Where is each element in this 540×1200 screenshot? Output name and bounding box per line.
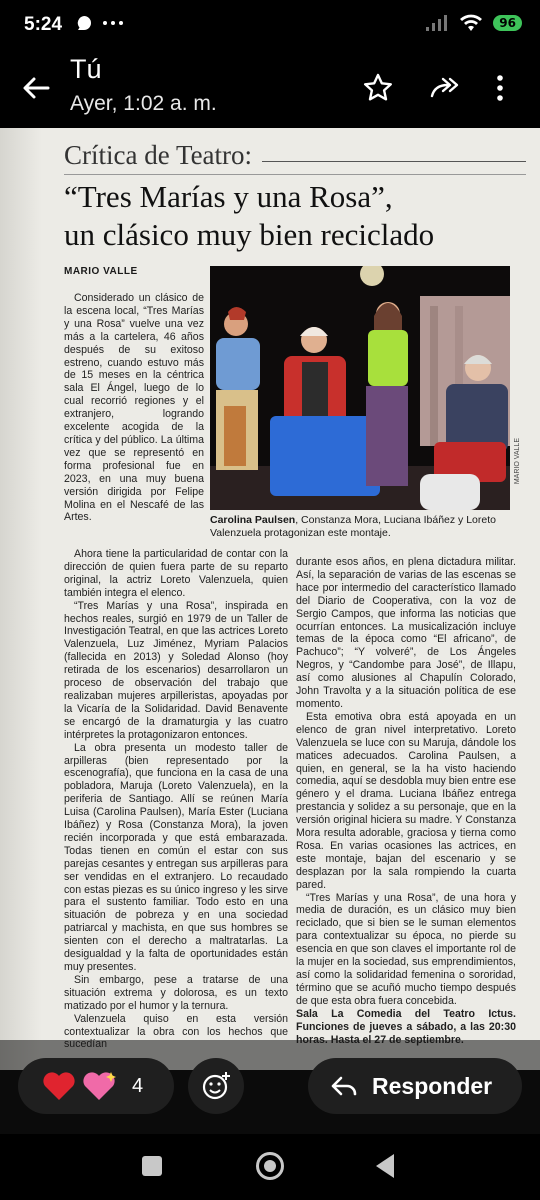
system-nav-bar — [0, 1134, 540, 1200]
system-back-icon[interactable] — [376, 1154, 394, 1178]
reply-arrow-icon — [330, 1074, 358, 1098]
paragraph: “Tres Marías y una Rosa”, de una hora y media de duración, es un clásico muy bien reciclado, que si bien se le suman elementos para contextualizar su época, no pierde su esencia en que son claves el importante rol de la mujer en la sociedad, sus emprendimientos, así como la solidaridad femenina o sororidad, término que se acuñó mucho tiempo después de que esta obra fuera concebida. — [296, 891, 516, 1007]
wifi-icon — [459, 14, 483, 32]
reactions-pill[interactable] — [18, 1058, 174, 1114]
headline-line-2: un clásico muy bien reciclado — [64, 217, 435, 252]
message-header — [0, 52, 540, 128]
add-emoji-icon — [201, 1071, 231, 1101]
status-time: 5:24 — [24, 14, 63, 35]
paragraph: durante esos años, en plena dictadura militar. Así, la separación de varias de las escenas se hace por intermedio del característico llamado del Diario de Cooperativa, con la voz de Sergio Campos, que informa las noticias que ocurrían entonces. La musicalización incluye temas de la época como “El africano”, de Pachuco”; “Y volveré”, de Los Ángeles Negros, y “Candombe para José”, de Illapu, así como alusiones al Chapulín Colorado, John Travolta y a la situación política de ese momento. — [296, 556, 516, 710]
chat-notification-icon — [76, 15, 92, 31]
photo-credit: MARIO VALLE — [514, 438, 521, 485]
article-column-1-top — [64, 292, 204, 524]
sender-name: Tú — [70, 54, 102, 84]
reply-button[interactable] — [308, 1058, 522, 1114]
more-options-icon[interactable] — [492, 72, 508, 104]
article-column-2 — [296, 556, 516, 1046]
article-byline: MARIO VALLE — [64, 266, 138, 277]
more-notifications-icon — [102, 20, 124, 26]
paragraph: “Tres Marías y una Rosa”, inspirada en hechos reales, surgió en 1979 de un Taller de Investigación Teatral, en que las actrices Loreto Valenzuela, Luz Jiménez, Myriam Palacios (fallecida en 2013) y Soledad Alonso (hoy retirada de los escenarios) desarrollaron un proceso de observación del trabajo que realizaban mujeres arpilleristas, apoyadas por la Vicaría de la Solidaridad. David Benavente se encargó de la dramaturgia y las cuatro intérpretes la protagonizaron entonces. — [64, 599, 288, 741]
caption-bold: Carolina Paulsen — [210, 514, 296, 526]
star-icon[interactable] — [362, 72, 394, 104]
paragraph: La obra presenta un modesto taller de arpilleras (bien representado por la escenografía), que funciona en la casa de una pobladora, Maruja (Loreto Valenzuela), en la periferia de Santiago. Allí se reúnen María Luisa (Carolina Paulsen), María Ester (Luciana Ibáñez) y Rosa (Constanza Mora), la joven recién incorporada y que está embarazada. Todas tienen en común el estar con sus parejas cesantes y entregan sus arpilleras para ser vendidas en el extranjero. Lo recaudado con estas piezas es su único ingreso y les sirve para el sustento familiar. Todo esto en una situación de pobreza y en una sociedad patriarcal y machista, en que sus hombres se sienten con el derecho a maltratarlas. La desigualdad y la falta de oportunidades están muy presentes. — [64, 741, 288, 973]
status-bar — [0, 0, 540, 52]
back-arrow-icon[interactable] — [18, 70, 54, 106]
stage-scene-illustration — [210, 266, 510, 510]
reaction-count: 4 — [132, 1074, 144, 1097]
section-divider — [64, 174, 526, 175]
paragraph: Valenzuela quiso en esta versión contextualizar la obra con los hechos que — [64, 1012, 288, 1038]
signal-icon — [425, 14, 449, 32]
home-icon[interactable] — [256, 1152, 284, 1180]
sparkling-heart-icon — [82, 1070, 118, 1102]
photo-caption — [210, 514, 514, 540]
message-timestamp: Ayer, 1:02 a. m. — [70, 92, 217, 115]
section-title: Crítica de Teatro: — [64, 140, 253, 170]
battery-indicator: 96 — [493, 15, 522, 31]
headline-line-1: “Tres Marías y una Rosa”, — [64, 179, 393, 214]
forward-icon[interactable] — [428, 72, 460, 104]
red-heart-icon — [42, 1070, 76, 1102]
newspaper-photo[interactable] — [0, 128, 540, 1070]
paragraph: Esta emotiva obra está apoyada en un elenco de gran nivel interpretativo. Loreto Valenzuela se luce con su Maruja, dándole los matices adecuados. Carolina Paulsen, a quien, en general, se la ha visto haciendo comedia, aquí se desdobla muy bien entre ese género y el drama. Luciana Ibáñez entrega prestancia y solidez a su personaje, que en la versión original hiciera su madre. Y Constanza Mora resulta adorable, graciosa y tierna como Rosa. En varias ocasiones las actrices, en este montaje, bajan del escenario y se desplazan por la sala rompiendo la cuarta pared. — [296, 710, 516, 891]
theatre-photo — [210, 266, 510, 510]
page-fold-shadow — [0, 128, 42, 1070]
add-reaction-button[interactable] — [188, 1058, 244, 1114]
recent-apps-icon[interactable] — [142, 1156, 162, 1176]
article-column-1 — [64, 548, 288, 1051]
article-headline — [64, 178, 530, 254]
reply-label: Responder — [372, 1072, 493, 1099]
paragraph: Ahora tiene la particularidad de contar con la dirección de quien fuera parte de su reparto original, la actriz Loreto Valenzuela, quien también integra el elenco. — [64, 548, 288, 599]
caption-text: , Constanza Mora, Luciana Ibáñez y Loreto Valenzuela protagonizan este montaje. — [210, 514, 496, 539]
paragraph: Considerado un clásico de la escena local, “Tres Marías y una Rosa” vuelve una vez más a la cartelera, 46 años después de su exitoso estreno, cuando estuvo más de 15 meses en la céntrica sala El Ángel, luego de lo cual recorrió regiones y el extranjero, logrando excelente acogida de la crítica y del público. La última vez que se representó en forma profesional fue en 2023, en una muy buena versión dirigida por Felipe Molina en el Nescafé de las Artes. — [64, 292, 204, 524]
paragraph: Sin embargo, pese a tratarse de una situación extrema y dolorosa, es un texto matizado por el humor y la ternura. — [64, 973, 288, 1012]
venue-info: Sala La Comedia del Teatro Ictus. Funciones de jueves a sábado, a las 20:30 — [296, 1007, 516, 1033]
section-rule — [262, 161, 526, 162]
